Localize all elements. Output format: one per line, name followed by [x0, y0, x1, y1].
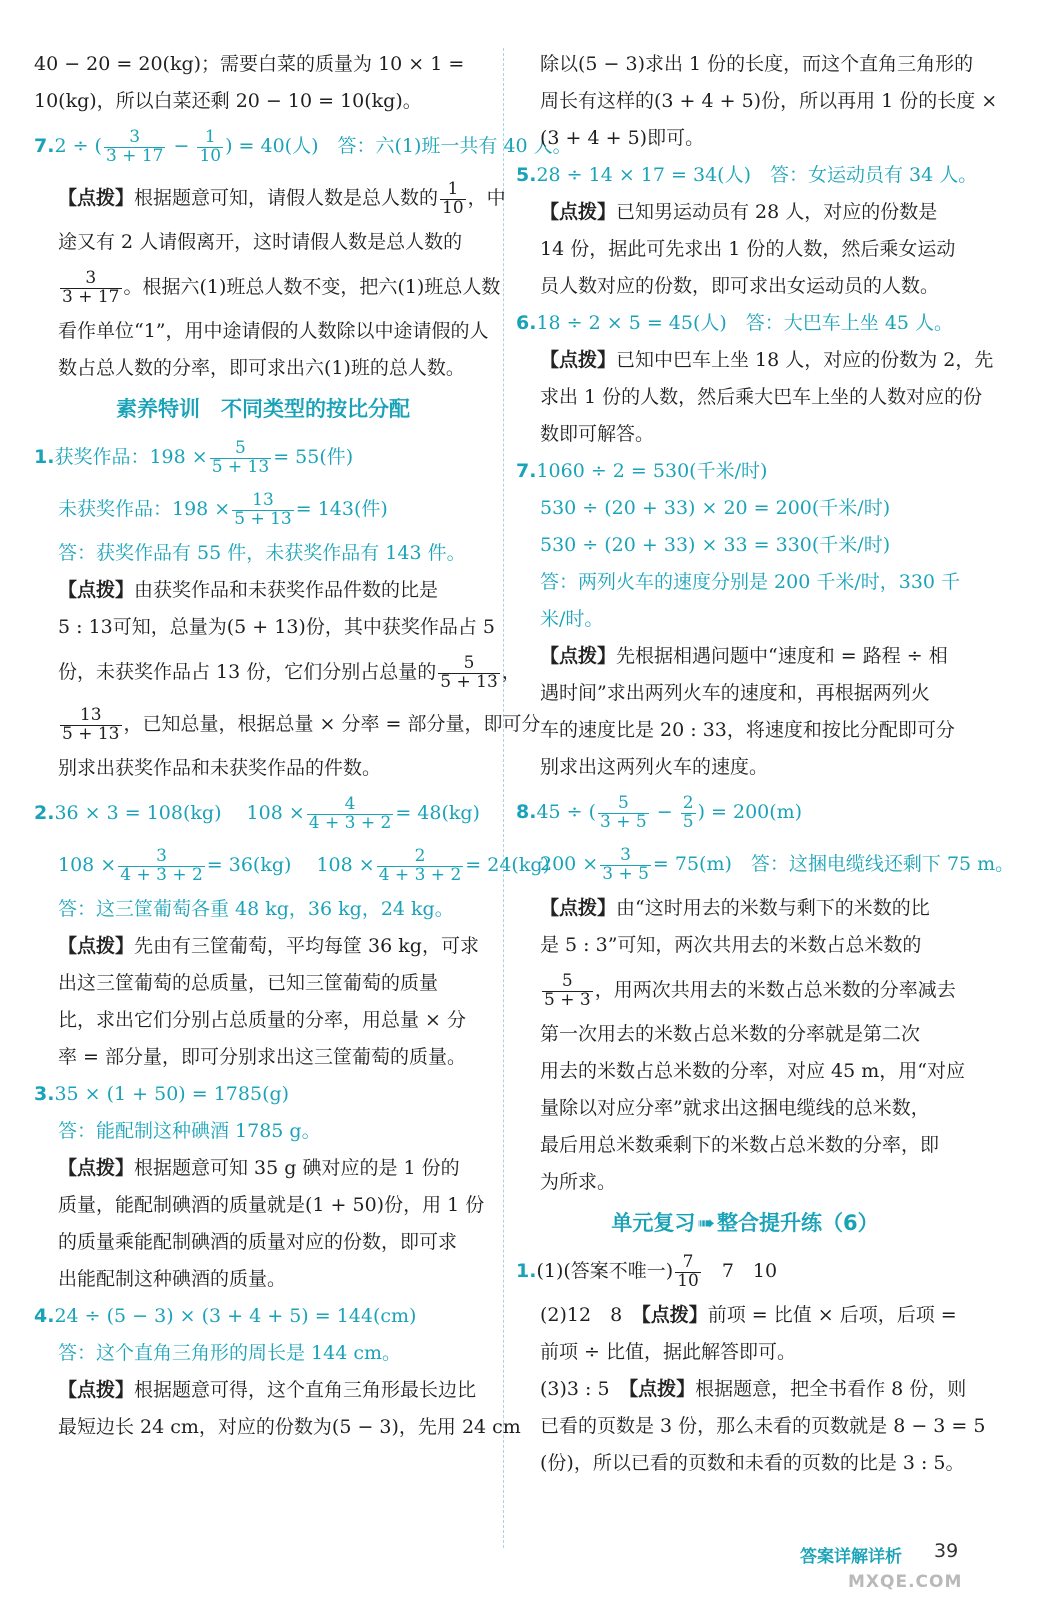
hint-line: 是 5 : 3”可知，两次共用去的米数占总米数的	[540, 934, 922, 956]
expr-part: ) = 40(人) 答：六(1)班一共有 40 人。	[225, 135, 572, 157]
hint-line: 【点拨】根据题意可知 35 g 碘对应的是 1 份的	[58, 1157, 460, 1179]
hint-line: 最短边长 24 cm，对应的份数为(5 − 3)，先用 24 cm	[58, 1416, 521, 1438]
text-line: 40 − 20 = 20(kg)；需要白菜的质量为 10 × 1 =	[34, 53, 465, 75]
hint-tag: 【点拨】	[540, 645, 617, 667]
question-number: 1.	[516, 1260, 537, 1282]
answer-text: 答：能配制这种碘酒 1785 g。	[58, 1120, 321, 1142]
answer-text: 答：两列火车的速度分别是 200 千米/时，330 千	[540, 571, 961, 593]
fraction: $\frac{1}{10}$	[442, 178, 464, 218]
answer-text: 答：这三筐葡萄各重 48 kg，36 kg，24 kg。	[58, 898, 454, 920]
hint-line: (3 + 4 + 5)即可。	[540, 127, 705, 149]
hint-line: 14 份，据此可先求出 1 份的人数，然后乘女运动	[540, 238, 956, 260]
hint-line: 出能配制这种碘酒的质量。	[58, 1268, 287, 1290]
hint-tag: 【点拨】	[628, 1378, 696, 1400]
answer-line-s1b: 未获奖作品：198 × $\frac{13}{5 + 13}$ = 143(件)	[58, 489, 388, 529]
hint-line: 量除以对应分率”就求出这捆电缆线的总米数，	[540, 1097, 930, 1119]
answer-line-s2a: 2.36 × 3 = 108(kg) 108 × $\frac{4}{4 + 3 + 2}$ = 48(kg)	[34, 793, 480, 833]
hint-tag: 【点拨】	[540, 349, 617, 371]
hint-tag: 【点拨】	[540, 897, 617, 919]
question-number: 6.	[516, 312, 537, 334]
hint-line: 除以(5 − 3)求出 1 份的长度，而这个直角三角形的	[540, 53, 974, 75]
hint-line: 的质量乘能配制碘酒的质量对应的份数，即可求	[58, 1231, 458, 1253]
section-heading: 素养特训 不同类型的按比分配	[116, 397, 410, 421]
hint-line: 前项 ÷ 比值，据此解答即可。	[540, 1341, 796, 1363]
hint-line: 车的速度比是 20 : 33，将速度和按比分配即可分	[540, 719, 955, 741]
hint-line: 质量，能配制碘酒的质量就是(1 + 50)份，用 1 份	[58, 1194, 485, 1216]
answer-line-q7	[34, 120, 572, 172]
fraction: $\frac{3}{3 + 17}$	[62, 267, 120, 307]
question-number: 8.	[516, 801, 537, 823]
answer-line-u1: 1.(1)(答案不唯一) $\frac{7}{10}$ 7 10	[516, 1251, 778, 1291]
hint-line: (2)12 8 【点拨】前项 = 比值 × 后项，后项 =	[540, 1304, 957, 1326]
answer-line: 530 ÷ (20 + 33) × 33 = 330(千米/时)	[540, 534, 891, 556]
section-heading	[516, 1201, 974, 1245]
hint-line: (份)，所以已看的页数和未看的页数的比是 3 : 5。	[540, 1452, 965, 1474]
hint-line: 数占总人数的分率，即可求出六(1)班的总人数。	[58, 357, 465, 379]
expr-part: −	[167, 135, 196, 157]
question-number: 3.	[34, 1083, 55, 1105]
hint-line: 【点拨】先根据相遇问题中“速度和 = 路程 ÷ 相	[540, 645, 948, 667]
expr-part: 2 ÷ (	[54, 135, 102, 157]
hint-tag: 【点拨】	[540, 201, 617, 223]
hint-line: 【点拨】已知中巴车上坐 18 人，对应的份数为 2，先	[540, 349, 994, 371]
fraction: $\frac{5}{5 + 13}$	[211, 437, 270, 477]
hint-line: 途又有 2 人请假离开，这时请假人数是总人数的	[58, 231, 463, 253]
footer-label: 答案详解详析	[800, 1547, 902, 1567]
hint-line: 最后用总米数乘剩下的米数占总米数的分率，即	[540, 1134, 940, 1156]
heading-part: 单元复习	[611, 1211, 696, 1235]
hint-tag: 【点拨】	[58, 1379, 135, 1401]
hint-line: 周长有这样的(3 + 4 + 5)份，所以再用 1 份的长度 ×	[540, 90, 998, 112]
answer-line-s7: 7.1060 ÷ 2 = 530(千米/时)	[516, 460, 768, 482]
hint-line: 用去的米数占总米数的分率，对应 45 m，用“对应	[540, 1060, 965, 1082]
hint-line: 率 = 部分量，即可分别求出这三筐葡萄的质量。	[58, 1046, 467, 1068]
answer-text: 答：这个直角三角形的周长是 144 cm。	[58, 1342, 402, 1364]
fraction: $\frac{7}{10}$	[677, 1251, 699, 1291]
watermark	[840, 1548, 1030, 1596]
question-number: 2.	[34, 802, 55, 824]
answer-text: 答：获奖作品有 55 件，未获奖作品有 143 件。	[58, 542, 466, 564]
hint-line: $\frac{13}{5 + 13}$ ，已知总量，根据总量 × 分率 = 部分量，即可分	[62, 704, 541, 744]
hint-line: 【点拨】先由有三筐葡萄，平均每筐 36 kg，可求	[58, 935, 479, 957]
question-number: 4.	[34, 1305, 55, 1327]
answer-line: 530 ÷ (20 + 33) × 20 = 200(千米/时)	[540, 497, 891, 519]
right-column	[516, 46, 1015, 1482]
answer-line-s8b: 200 × $\frac{3}{3 + 5}$ = 75(m) 答：这捆电缆线还剩下 75 m。	[540, 844, 1015, 884]
fraction: $\frac{1}{10}$	[199, 126, 222, 166]
hint-line: 第一次用去的米数占总米数的分率就是第二次	[540, 1023, 921, 1045]
hint-tag: 【点拨】	[641, 1304, 708, 1326]
hint-line: 出这三筐葡萄的总质量，已知三筐葡萄的质量	[58, 972, 439, 994]
page-number: 39	[934, 1540, 959, 1562]
column-divider	[503, 48, 504, 1548]
hint-line: 已看的页数是 3 份，那么未看的页数就是 8 − 3 = 5	[540, 1415, 986, 1437]
hint-tag: 【点拨】	[58, 1157, 135, 1179]
answer-line-s8a: 8.45 ÷ ( $\frac{5}{3 + 5}$ − $\frac{2}{5}$ ) = 200(m)	[516, 792, 803, 832]
hint-line: 份，未获奖作品占 13 份，它们分别占总量的 $\frac{5}{5 + 13}$ ，	[58, 652, 521, 692]
hint-line: 【点拨】由“这时用去的米数与剩下的米数的比	[540, 897, 930, 919]
fraction: $\frac{3}{4 + 3 + 2}$	[120, 845, 203, 885]
hint-line: 数即可解答。	[540, 423, 655, 445]
hint-line: 【点拨】已知男运动员有 28 人，对应的份数是	[540, 201, 938, 223]
fraction: $\frac{5}{3 + 5}$	[600, 792, 647, 832]
fraction: $\frac{5}{5 + 3}$	[544, 970, 591, 1010]
question-number: 7.	[516, 460, 537, 482]
text-line: 10(kg)，所以白菜还剩 20 − 10 = 10(kg)。	[34, 90, 422, 112]
hint-line: 【点拨】根据题意可知，请假人数是总人数的 $\frac{1}{10}$ ，中	[58, 178, 506, 218]
hint-line: 【点拨】根据题意可得，这个直角三角形最长边比	[58, 1379, 477, 1401]
answer-line-s4: 4.24 ÷ (5 − 3) × (3 + 4 + 5) = 144(cm)	[34, 1305, 417, 1327]
hint-line: (3)3 : 5 【点拨】根据题意，把全书看作 8 份，则	[540, 1378, 967, 1400]
hint-line: 【点拨】由获奖作品和未获奖作品件数的比是	[58, 579, 439, 601]
hint-line: 别求出获奖作品和未获奖作品的件数。	[58, 757, 382, 779]
fraction: $\frac{13}{5 + 13}$	[234, 489, 292, 529]
hint-tag: 【点拨】	[58, 187, 135, 209]
watermark-text: MXQE.COM	[848, 1572, 963, 1592]
fraction: $\frac{13}{5 + 13}$	[62, 704, 120, 744]
fraction: $\frac{3}{3 + 17}$	[105, 126, 164, 166]
hint-line: $\frac{5}{5 + 3}$ ，用两次共用去的米数占总米数的分率减去	[544, 970, 956, 1010]
fraction: $\frac{3}{3 + 5}$	[602, 844, 649, 884]
question-number: 1.	[34, 446, 55, 468]
hint-tag: 【点拨】	[58, 579, 135, 601]
hint-line: 别求出这两列火车的速度。	[540, 756, 769, 778]
hint-line: 员人数对应的份数，即可求出女运动员的人数。	[540, 275, 940, 297]
hint-tag: 【点拨】	[58, 935, 135, 957]
hint-line: 求出 1 份的人数，然后乘大巴车上坐的人数对应的份	[540, 386, 983, 408]
answer-line-s6: 6.18 ÷ 2 × 5 = 45(人) 答：大巴车上坐 45 人。	[516, 312, 954, 334]
answer-line-s5: 5.28 ÷ 14 × 17 = 34(人) 答：女运动员有 34 人。	[516, 164, 978, 186]
hint-line: 遇时间”求出两列火车的速度和，再根据两列火	[540, 682, 930, 704]
hint-line: 为所求。	[540, 1171, 617, 1193]
fraction: $\frac{2}{5}$	[682, 792, 694, 832]
answer-line-s3: 3.35 × (1 + 50) = 1785(g)	[34, 1083, 290, 1105]
hint-line: 比，求出它们分别占总质量的分率，用总量 × 分	[58, 1009, 467, 1031]
chevron-right-icon: ➠	[697, 1211, 715, 1235]
question-number: 7.	[34, 135, 55, 157]
hint-line: 5 : 13可知，总量为(5 + 13)份，其中获奖作品占 5	[58, 616, 495, 638]
answer-line-s2b: 108 × $\frac{3}{4 + 3 + 2}$ = 36(kg) 108 × $\frac{2}{4 + 3 + 2}$ = 24(kg)	[58, 845, 550, 885]
fraction: $\frac{5}{5 + 13}$	[440, 652, 498, 692]
fraction: $\frac{2}{4 + 3 + 2}$	[378, 845, 462, 885]
heading-part: 整合提升练（6）	[716, 1211, 879, 1235]
answer-text: 米/时。	[540, 608, 604, 630]
question-number: 5.	[516, 164, 537, 186]
answer-line-s1a: 1.获奖作品：198 × $\frac{5}{5 + 13}$ = 55(件)	[34, 437, 354, 477]
fraction: $\frac{4}{4 + 3 + 2}$	[308, 793, 392, 833]
hint-line: $\frac{3}{3 + 17}$ 。根据六(1)班总人数不变，把六(1)班总人数	[62, 267, 501, 307]
hint-line: 看作单位“1”，用中途请假的人数除以中途请假的人	[58, 320, 489, 342]
